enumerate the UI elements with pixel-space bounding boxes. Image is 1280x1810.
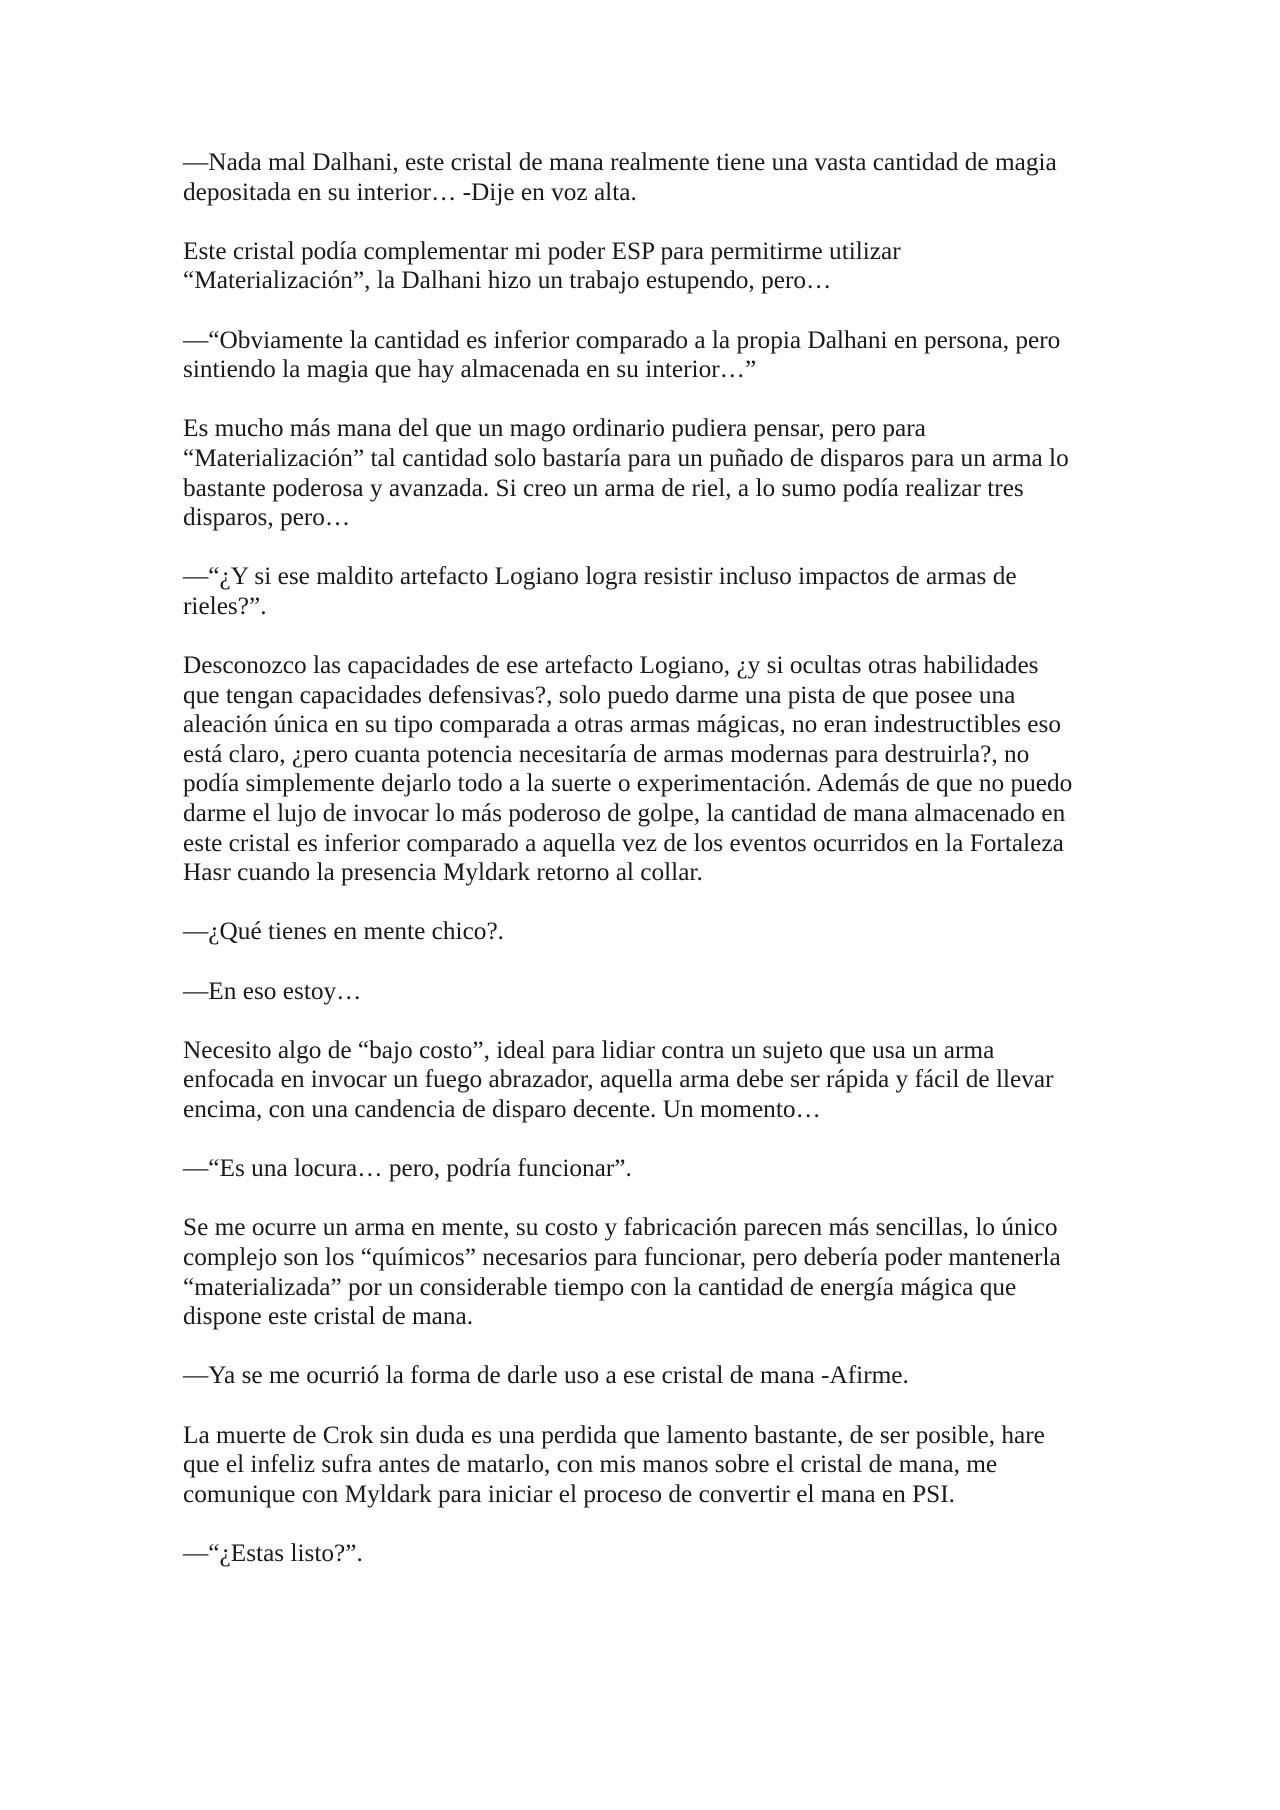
text-line: Hasr cuando la presencia Myldark retorno al collar. (183, 858, 703, 887)
paragraph (183, 326, 1103, 385)
paragraph (183, 414, 1103, 532)
text-line: —“¿Y si ese maldito artefacto Logiano logra resistir incluso impactos de armas de (183, 562, 1017, 591)
document-page (183, 148, 1103, 1598)
paragraph (183, 917, 1103, 947)
text-line: “Materialización”, la Dalhani hizo un trabajo estupendo, pero… (183, 266, 832, 295)
text-line: Desconozco las capacidades de ese artefacto Logiano, ¿y si ocultas otras habilidades (183, 651, 1039, 680)
text-line: podía simplemente dejarlo todo a la suerte o experimentación. Además de que no puedo (183, 769, 1073, 798)
text-line: disparos, pero… (183, 503, 351, 532)
text-line: este cristal es inferior comparado a aquella vez de los eventos ocurridos en la Fortaleza (183, 828, 1064, 857)
text-line: Necesito algo de “bajo costo”, ideal para lidiar contra un sujeto que usa un arma (183, 1035, 995, 1064)
paragraph (183, 977, 1103, 1007)
text-line: —“¿Estas listo?”. (183, 1538, 363, 1567)
text-line: darme el lujo de invocar lo más poderoso de golpe, la cantidad de mana almacenado en (183, 799, 1066, 828)
text-line: “materializada” por un considerable tiempo con la cantidad de energía mágica que (183, 1272, 1017, 1301)
text-line: sintiendo la magia que hay almacenada en su interior…” (183, 355, 757, 384)
text-line: que el infeliz sufra antes de matarlo, con mis manos sobre el cristal de mana, me (183, 1450, 998, 1479)
text-line: comunique con Myldark para iniciar el proceso de convertir el mana en PSI. (183, 1479, 955, 1508)
paragraph (183, 148, 1103, 207)
text-line: —Ya se me ocurrió la forma de darle uso a ese cristal de mana -Afirme. (183, 1361, 909, 1390)
paragraph (183, 237, 1103, 296)
text-line: La muerte de Crok sin duda es una perdida que lamento bastante, de ser posible, hare (183, 1420, 1045, 1449)
paragraph (183, 651, 1103, 888)
text-line: enfocada en invocar un fuego abrazador, aquella arma debe ser rápida y fácil de llevar (183, 1065, 1054, 1094)
paragraph (183, 562, 1103, 621)
text-line: Es mucho más mana del que un mago ordinario pudiera pensar, pero para (183, 414, 926, 443)
text-line: rieles?”. (183, 591, 267, 620)
text-line: —“Obviamente la cantidad es inferior comparado a la propia Dalhani en persona, pero (183, 325, 1061, 354)
paragraph (183, 1361, 1103, 1391)
text-line: —¿Qué tienes en mente chico?. (183, 917, 504, 946)
text-line: —Nada mal Dalhani, este cristal de mana realmente tiene una vasta cantidad de magia (183, 148, 1057, 176)
text-line: Este cristal podía complementar mi poder ESP para permitirme utilizar (183, 236, 901, 265)
text-line: —“Es una locura… pero, podría funcionar”. (183, 1154, 632, 1183)
paragraph (183, 1421, 1103, 1510)
paragraph (183, 1036, 1103, 1125)
text-line: encima, con una candencia de disparo decente. Un momento… (183, 1095, 821, 1123)
paragraph (183, 1154, 1103, 1184)
text-line: complejo son los “químicos” necesarios para funcionar, pero debería poder mantenerla (183, 1242, 1061, 1271)
text-line: depositada en su interior… -Dije en voz alta. (183, 177, 637, 206)
text-line: aleación única en su tipo comparada a otras armas mágicas, no eran indestructibles eso (183, 710, 1062, 739)
text-line: “Materialización” tal cantidad solo bastaría para un puñado de disparos para un arma lo (183, 443, 1069, 472)
text-line: Se me ocurre un arma en mente, su costo y fabricación parecen más sencillas, lo único (183, 1213, 1058, 1242)
text-line: bastante poderosa y avanzada. Si creo un arma de riel, a lo sumo podía realizar tres (183, 473, 1024, 502)
paragraph (183, 1213, 1103, 1331)
text-line: dispone este cristal de mana. (183, 1302, 474, 1331)
text-line: —En eso estoy… (183, 976, 362, 1005)
paragraph (183, 1539, 1103, 1569)
text-line: que tengan capacidades defensivas?, solo puedo darme una pista de que posee una (183, 680, 1016, 709)
text-line: está claro, ¿pero cuanta potencia necesitaría de armas modernas para destruirla?, no (183, 739, 1030, 768)
